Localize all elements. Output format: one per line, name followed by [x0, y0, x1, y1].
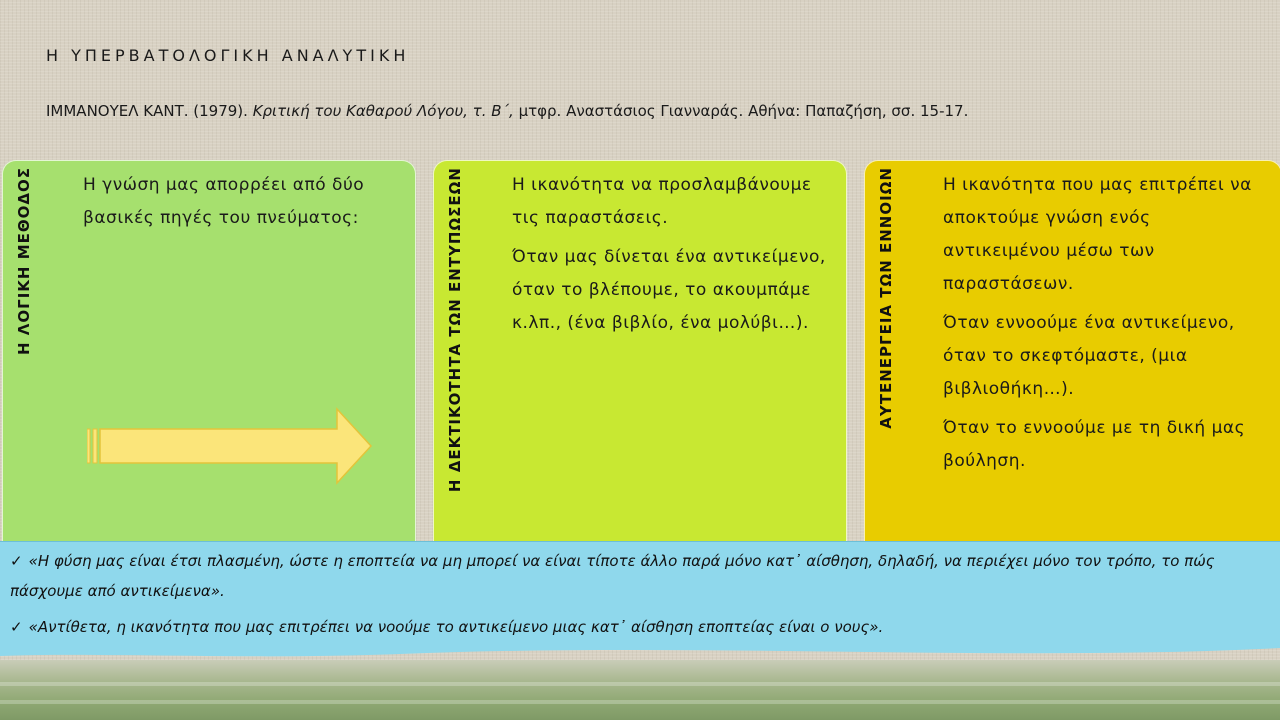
- quote-item: [10, 546, 1270, 606]
- quote-box-wave-edge: [0, 640, 1280, 670]
- reference-work: Κριτική του Καθαρού Λόγου, τ. Β΄,: [252, 102, 514, 120]
- panel-paragraph: Όταν το εννοούμε με τη δική μας βούληση.: [943, 418, 1246, 471]
- panel-text: [943, 169, 1261, 484]
- right-arrow-icon: [87, 407, 377, 487]
- quotes-box: [0, 541, 1280, 644]
- panel-text: [83, 169, 383, 241]
- reference-rest: μτφρ. Αναστάσιος Γιανναράς. Αθήνα: Παπαζήση, σσ. 15-17.: [513, 102, 969, 120]
- panel-logical-method: [2, 160, 416, 560]
- panel-label: ΑΥΤΕΝΕΡΓΕΙΑ ΤΩΝ ΕΝΝΟΙΩΝ: [877, 167, 895, 429]
- slide-title: Η ΥΠΕΡΒΑΤΟΛΟΓΙΚΗ ΑΝΑΛΥΤΙΚΗ: [46, 46, 410, 65]
- panel-paragraph: Όταν εννοούμε ένα αντικείμενο, όταν το σκεφτόμαστε, (μια βιβλιοθήκη…).: [943, 313, 1235, 399]
- panel-spontaneity-of-concepts: [864, 160, 1280, 560]
- quote-text: «Η φύση μας είναι έτσι πλασμένη, ώστε η εποπτεία να μη μπορεί να είναι τίποτε άλλο παρά μόνο κατ᾽ αίσθηση, δηλαδή, να περιέχει μόνο τον τρόπο, το πώς πάσχουμε από αντικείμενα».: [10, 552, 1215, 600]
- checkmark-icon: ✓: [10, 552, 23, 570]
- quote-item: [10, 612, 1270, 642]
- panel-text: [512, 169, 832, 346]
- checkmark-icon: ✓: [10, 618, 23, 636]
- panel-receptivity-of-impressions: [433, 160, 847, 560]
- panel-paragraph: Η γνώση μας απορρέει από δύο βασικές πηγές του πνεύματος:: [83, 175, 365, 228]
- panel-label: Η ΛΟΓΙΚΗ ΜΕΘΟΔΟΣ: [15, 167, 33, 355]
- panel-paragraph: Η ικανότητα να προσλαμβάνουμε τις παραστάσεις.: [512, 175, 812, 228]
- panel-label: Η ΔΕΚΤΙΚΟΤΗΤΑ ΤΩΝ ΕΝΤΥΠΩΣΕΩΝ: [446, 167, 464, 493]
- reference-year: (1979).: [188, 102, 253, 120]
- quote-text: «Αντίθετα, η ικανότητα που μας επιτρέπει να νοούμε το αντικείμενο μιας κατ᾽ αίσθηση εποπτείας είναι ο νους».: [28, 618, 884, 636]
- panel-paragraph: Όταν μας δίνεται ένα αντικείμενο, όταν το βλέπουμε, το ακουμπάμε κ.λπ., (ένα βιβλίο, ένα μολύβι…).: [512, 247, 826, 333]
- bibliographic-reference: [46, 102, 968, 120]
- reference-author: ΙΜΜΑΝΟΥΕΛ ΚΑΝΤ.: [46, 102, 189, 120]
- panel-paragraph: Η ικανότητα που μας επιτρέπει να αποκτούμε γνώση ενός αντικειμένου μέσω των παραστάσεων.: [943, 175, 1252, 294]
